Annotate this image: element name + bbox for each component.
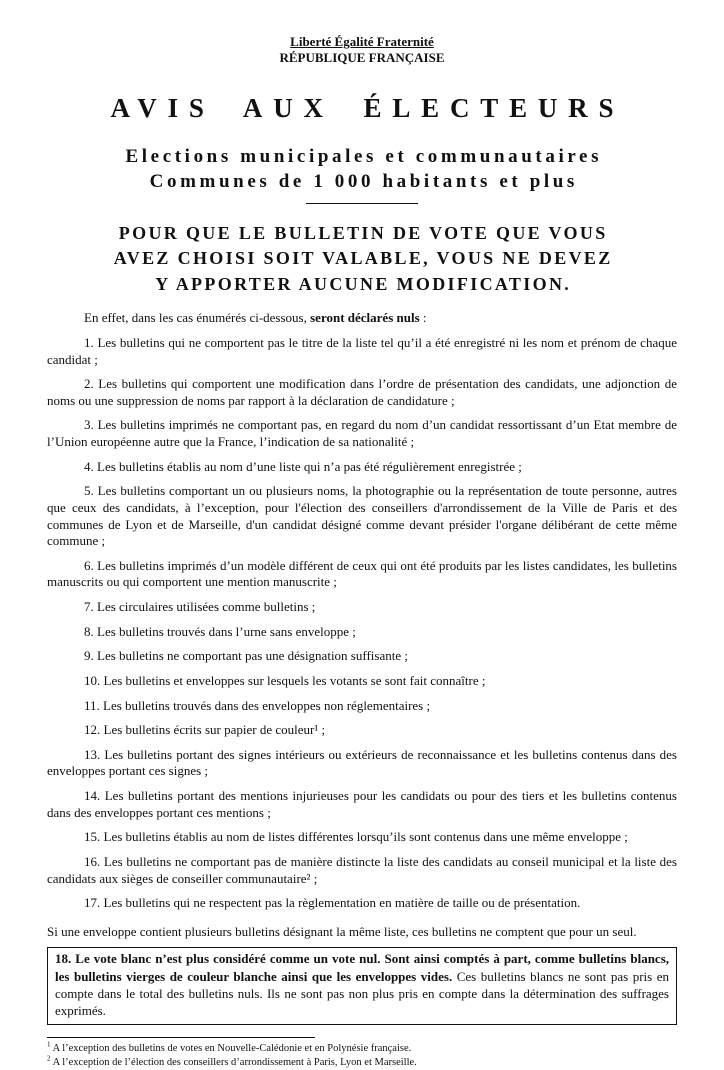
nullity-item-7: 7. Les circulaires utilisées comme bulletins ; (84, 599, 316, 615)
footnotes (47, 1042, 677, 1070)
warning-line-2: AVEZ CHOISI SOIT VALABLE, VOUS NE DEVEZ (113, 248, 613, 269)
warning-line-1: POUR QUE LE BULLETIN DE VOTE QUE VOUS (118, 222, 608, 243)
footnote-1-text: A l’exception des bulletins de votes en Nouvelle-Calédonie et en Polynésie française. (50, 1042, 412, 1054)
footnote-2 (47, 1056, 677, 1070)
nullity-item-15: 15. Les bulletins établis au nom de listes différentes lorsqu’ils sont contenus dans une même enveloppe ; (84, 829, 628, 845)
divider-rule (306, 203, 418, 204)
nullity-item-3: 3. Les bulletins imprimés ne comportant pas, en regard du nom d’un candidat ressortissant d’un Etat membre de l’Union européenne autre que la France, l’indication de sa nationalité ; (47, 417, 677, 450)
body-text (47, 310, 677, 1024)
nullity-item-1: 1. Les bulletins qui ne comportent pas le titre de la liste tel qu’il a été enregistré ni les nom et prénom de chaque candidat ; (47, 334, 677, 367)
footnote-1 (47, 1042, 677, 1056)
nullity-item-2: 2. Les bulletins qui comportent une modification dans l’ordre de présentation des candidats, une adjonction de noms ou une suppression de noms par rapport à la déclaration de candidature ; (47, 376, 677, 408)
document-header (47, 34, 677, 67)
envelope-note: Si une enveloppe contient plusieurs bulletins désignant la même liste, ces bulletins ne comptent que pour un seul. (47, 923, 637, 939)
subtitle (47, 144, 677, 194)
intro-post: : (419, 310, 427, 326)
footnote-separator (47, 1037, 315, 1038)
nullity-item-12: 12. Les bulletins écrits sur papier de couleur¹ ; (84, 722, 326, 738)
nullity-item-6: 6. Les bulletins imprimés d’un modèle différent de ceux qui ont été produits par les listes candidates, les bulletins manuscrits ou qui comportent une mention manuscrite ; (47, 557, 677, 590)
warning-line-3: Y APPORTER AUCUNE MODIFICATION. (155, 273, 572, 294)
blank-vote-box (47, 947, 677, 1024)
nullity-item-10: 10. Les bulletins et enveloppes sur lesquels les votants se sont fait connaître ; (84, 672, 486, 688)
motto-text: Liberté Égalité Fraternité (290, 34, 434, 49)
footnote-2-marker: 2 (47, 1054, 51, 1063)
footnote-1-marker: 1 (47, 1040, 51, 1049)
nullity-item-11: 11. Les bulletins trouvés dans des enveloppes non réglementaires ; (84, 697, 431, 713)
warning-statement (47, 221, 677, 298)
nullity-item-13: 13. Les bulletins portant des signes intérieurs ou extérieurs de reconnaissance et les bulletins contenus dans des enveloppes portant ces signes ; (47, 746, 677, 779)
nullity-item-17: 17. Les bulletins qui ne respectent pas la règlementation en matière de taille ou de présentation. (84, 895, 581, 911)
blank-vote-bold: 18. Le vote blanc n’est plus considéré comme un vote nul. Sont ainsi comptés à part, comme bulletins blancs, les bulletins vierges de couleur blanche ainsi que les enveloppes vides. (55, 951, 669, 984)
intro-pre: En effet, dans les cas énumérés ci-dessous, (84, 310, 311, 326)
footnote-2-text: A l’exception de l’élection des conseillers d’arrondissement à Paris, Lyon et Marseille. (50, 1056, 417, 1068)
intro-bold: seront déclarés nuls (310, 310, 420, 326)
nullity-item-14: 14. Les bulletins portant des mentions injurieuses pour les candidats ou pour des tiers et les bulletins contenus dans des enveloppes portant ces mentions ; (47, 788, 677, 820)
subtitle-line-1: Elections municipales et communautaires (125, 145, 603, 167)
nullity-item-16: 16. Les bulletins ne comportant pas de manière distincte la liste des candidats au conseil municipal et la liste des candidats aux sièges de conseiller communautaire² ; (47, 853, 677, 886)
subtitle-line-2: Communes de 1 000 habitants et plus (149, 170, 578, 192)
nullity-item-9: 9. Les bulletins ne comportant pas une désignation suffisante ; (84, 648, 408, 664)
nullity-item-5: 5. Les bulletins comportant un ou plusieurs noms, la photographie ou la représentation de toute personne, autres que ceux des candidats, à l’exception, pour l'élection des conseillers d'arrondissement de la Ville de Paris et des communes de Lyon et de Marseille, d'un candidat désigné comme devant présider l'organe délibérant de cette même commune ; (47, 483, 677, 549)
republic-text: RÉPUBLIQUE FRANÇAISE (279, 50, 445, 66)
page-title: AVIS AUX ÉLECTEURS (110, 92, 625, 123)
blank-vote-normal: Ces bulletins blancs ne sont pas pris en compte dans le total des bulletins nuls. Ils ne sont pas non plus pris en compte dans la détermination des suffrages exprimés. (55, 968, 669, 1019)
nullity-item-8: 8. Les bulletins trouvés dans l’urne sans enveloppe ; (84, 623, 356, 639)
nullity-item-4: 4. Les bulletins établis au nom d’une liste qui n’a pas été régulièrement enregistrée ; (84, 458, 522, 474)
intro-paragraph (47, 310, 677, 327)
